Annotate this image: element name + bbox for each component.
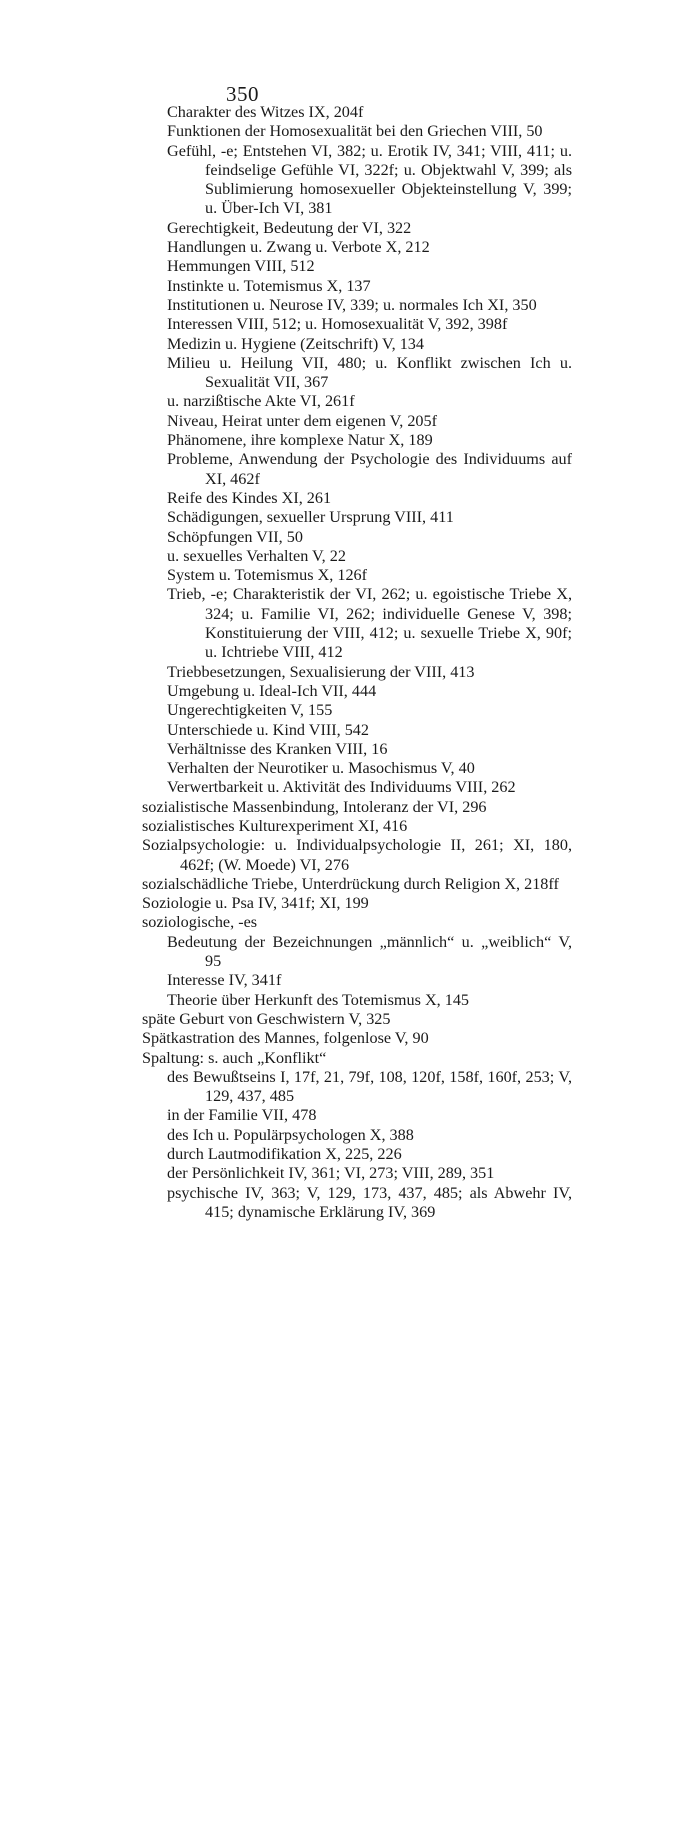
index-sub-entry: Schädigungen, sexueller Ursprung VIII, 411 [167, 508, 454, 527]
index-main-entry: Sozialpsychologie: u. Individualpsychologie II, 261; XI, 180, 462f; (W. Moede) VI, 276 [142, 836, 572, 874]
index-sub-entry: Charakter des Witzes IX, 204f [167, 103, 364, 121]
index-sub-entry: Unterschiede u. Kind VIII, 542 [167, 720, 369, 739]
index-sub-entry: der Persönlichkeit IV, 361; VI, 273; VIII, 289, 351 [167, 1164, 495, 1183]
index-sub-entry: Medizin u. Hygiene (Zeitschrift) V, 134 [167, 334, 424, 353]
index-sub-entry: Trieb, -e; Charakteristik der VI, 262; u. egoistische Triebe X, 324; u. Familie VI, 262; individuelle Genese V, 398; Konstituierung der VIII, 412; u. sexuelle Triebe X, 90f; u. Ichtriebe VIII, 412 [167, 585, 572, 662]
index-sub-entry: Niveau, Heirat unter dem eigenen V, 205f [167, 411, 438, 430]
index-main-entry: späte Geburt von Geschwistern V, 325 [142, 1009, 391, 1028]
index-sub-entry: Gerechtigkeit, Bedeutung der VI, 322 [167, 218, 412, 237]
index-sub-entry: Phänomene, ihre komplexe Natur X, 189 [167, 431, 433, 450]
index-sub-entry: des Bewußtseins I, 17f, 21, 79f, 108, 120f, 158f, 160f, 253; V, 129, 437, 485 [167, 1067, 572, 1106]
index-sub-entry: Triebbesetzungen, Sexualisierung der VIII, 413 [167, 662, 475, 681]
index-sub-entry: Instinkte u. Totemismus X, 137 [167, 276, 371, 295]
index-sub-entry: in der Familie VII, 478 [167, 1106, 317, 1125]
index-main-entry: Spätkastration des Mannes, folgenlose V, 90 [142, 1029, 429, 1048]
index-sub-entry: Handlungen u. Zwang u. Verbote X, 212 [167, 238, 430, 257]
index-sub-entry: Gefühl, -e; Entstehen VI, 382; u. Erotik IV, 341; VIII, 411; u. feindselige Gefühle VI, 322f; u. Objektwahl V, 399; als Sublimierung homosexueller Objekteinstellung V, 399; u. Über-Ich VI, 381 [167, 141, 572, 218]
index-sub-entry: Schöpfungen VII, 50 [167, 527, 303, 546]
index-sub-entry: Verwertbarkeit u. Aktivität des Individuums VIII, 262 [167, 778, 516, 797]
index-sub-entry: Verhalten der Neurotiker u. Masochismus V, 40 [167, 759, 475, 778]
index-sub-entry: Probleme, Anwendung der Psychologie des Individuums auf XI, 462f [167, 450, 572, 488]
index-main-entry: Soziologie u. Psa IV, 341f; XI, 199 [142, 894, 369, 913]
index-sub-entry: Hemmungen VIII, 512 [167, 257, 315, 276]
index-sub-entry: System u. Totemismus X, 126f [167, 566, 368, 585]
index-sub-entry: u. narzißtische Akte VI, 261f [167, 392, 355, 411]
index-sub-entry: durch Lautmodifikation X, 225, 226 [167, 1145, 402, 1164]
index-main-entry: sozialistische Massenbindung, Intoleranz der VI, 296 [142, 797, 487, 816]
index-sub-entry: Ungerechtigkeiten V, 155 [167, 701, 333, 720]
index-sub-entry: u. sexuelles Verhalten V, 22 [167, 546, 346, 565]
index-sub-entry: Interessen VIII, 512; u. Homosexualität V, 392, 398f [167, 315, 508, 334]
index-sub-entry: Umgebung u. Ideal-Ich VII, 444 [167, 681, 377, 700]
index-sub-entry: Bedeutung der Bezeichnungen „männlich“ u. „weiblich“ V, 95 [167, 932, 572, 971]
index-main-entry: sozialschädliche Triebe, Unterdrückung durch Religion X, 218ff [142, 874, 559, 893]
page-number: 350 [226, 82, 259, 106]
index-sub-entry: Theorie über Herkunft des Totemismus X, 145 [167, 990, 470, 1009]
index-main-entry: sozialistisches Kulturexperiment XI, 416 [142, 816, 408, 835]
index-sub-entry: Institutionen u. Neurose IV, 339; u. normales Ich XI, 350 [167, 295, 537, 314]
index-sub-entry: Reife des Kindes XI, 261 [167, 488, 332, 507]
index-sub-entry: Funktionen der Homosexualität bei den Griechen VIII, 50 [167, 122, 543, 141]
index-main-entry: soziologische, -es [142, 913, 258, 932]
index-sub-entry: Verhältnisse des Kranken VIII, 16 [167, 739, 388, 758]
index-entry-list [142, 103, 572, 1222]
index-sub-entry: Interesse IV, 341f [167, 971, 282, 990]
index-main-entry: Spaltung: s. auch „Konflikt“ [142, 1048, 327, 1067]
index-sub-entry: des Ich u. Populärpsychologen X, 388 [167, 1125, 414, 1144]
index-sub-entry: Milieu u. Heilung VII, 480; u. Konflikt zwischen Ich u. Sexualität VII, 367 [167, 353, 572, 392]
index-sub-entry: psychische IV, 363; V, 129, 173, 437, 485; als Abwehr IV, 415; dynamische Erklärung IV, 369 [167, 1183, 572, 1221]
